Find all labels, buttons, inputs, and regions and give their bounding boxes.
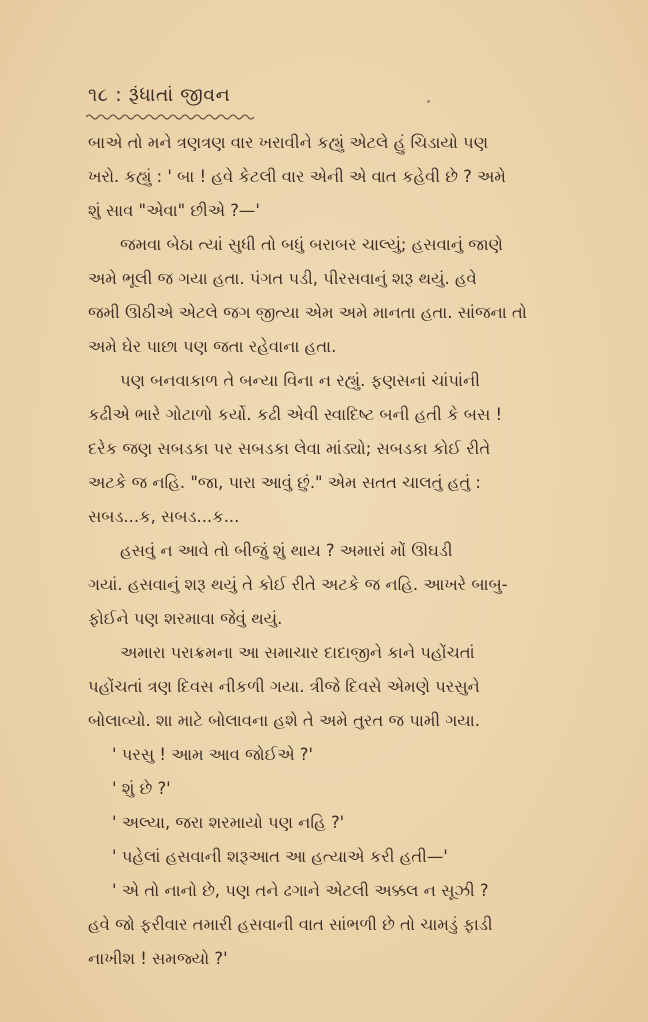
text-line: ફોઈને પણ શરમાવા જેવું થયું.: [88, 609, 283, 628]
running-head: ૧૮ : રૂંધાતાં જીવન: [88, 84, 231, 106]
paragraph-start: હસવું ન આવે તો બીજું શું થાય ? અમારાં મોં ઊઘડી: [120, 541, 453, 560]
text-line: જમી ઊઠીએ એટલે જગ જીત્યા એમ અમે માનતા હતા. સાંજના તો: [88, 303, 527, 322]
text-line: કઢીએ ભારે ગોટાળો કર્યો. કઢી એવી સ્વાદિષ્ટ બની હતી કે બસ !: [88, 405, 503, 424]
text-line: પહોંચતાં ત્રણ દિવસ નીકળી ગયા. ત્રીજે દિવસે એમણે પરસુને: [88, 677, 480, 696]
paragraph-start: જમવા બેઠા ત્યાં સુધી તો બધું બરાબર ચાલ્યું; હસવાનું જાણે: [120, 235, 503, 254]
text-line: બોલાવ્યો. શા માટે બોલાવના હશે તે અમે તુરત જ પામી ગયા.: [88, 711, 480, 730]
dialogue-line: ' શું છે ?': [112, 779, 171, 798]
wavy-underline: [86, 113, 254, 121]
page-speck: [427, 100, 430, 103]
text-line: ખરો. કહ્યું : ' બા ! હવે કેટલી વાર એની એ વાત કહેવી છે ? અમે: [88, 167, 506, 186]
dialogue-line: ' પહેલાં હસવાની શરૂઆત આ હત્યાએ કરી હતી—': [112, 847, 448, 866]
text-line: હવે જો ફરીવાર તમારી હસવાની વાત સાંભળી છે તો ચામડું ફાડી: [88, 915, 493, 934]
text-line: ગયાં. હસવાનું શરૂ થયું તે કોઈ રીતે અટકે જ નહિ. આખરે બાબુ-: [88, 575, 508, 594]
text-line: અમે ઘેર પાછા પણ જતા રહેવાના હતા.: [88, 337, 337, 356]
paragraph-start: પણ બનવાકાળ તે બન્યા વિના ન રહ્યું. ફણસનાં ચાંપાંની: [120, 371, 480, 390]
text-line: સબડ...ક, સબડ...ક...: [88, 507, 240, 526]
text-line: દરેક જણ સબડકા પર સબડકા લેવા માંડ્યો; સબડકા કોઈ રીતે: [88, 439, 491, 458]
dialogue-line: ' અલ્યા, જરા શરમાયો પણ નહિ ?': [112, 813, 345, 832]
dialogue-line: ' એ તો નાનો છે, પણ તને ઢગાને એટલી અક્કલ ન સૂઝી ?: [112, 881, 489, 900]
text-line: બાએ તો મને ત્રણત્રણ વાર ખરાવીને કહ્યું એટલે હું ચિડાયો પણ: [88, 133, 488, 152]
text-line: શું સાવ "એવા" છીએ ?—': [88, 201, 260, 220]
text-line: અટકે જ નહિ. "જા, પારા આવું છું." એમ સતત ચાલતું હતું :: [88, 473, 481, 492]
text-line: નાખીશ ! સમજ્યો ?': [88, 949, 228, 968]
paragraph-start: અમારા પરાક્રમના આ સમાચાર દાદાજીને કાને પહોંચતાં: [120, 643, 475, 662]
text-line: અમે ભૂલી જ ગયા હતા. પંગત પડી, પીરસવાનું શરૂ થયું. હવે: [88, 269, 477, 288]
dialogue-line: ' પરસુ ! આમ આવ જોઈએ ?': [112, 745, 313, 764]
body-text: [88, 126, 594, 976]
